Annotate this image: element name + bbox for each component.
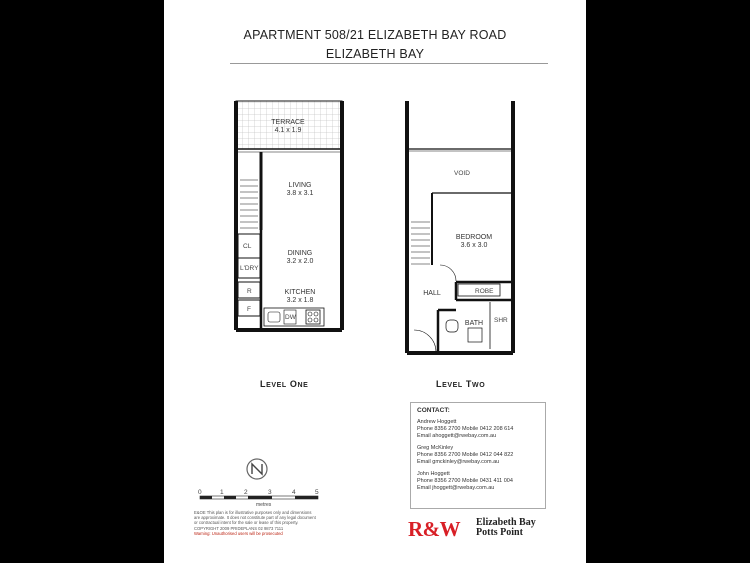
contact-name: John Hoggett [417, 471, 450, 477]
contact-person [417, 445, 539, 466]
contact-person [417, 419, 539, 440]
scale-tick-3: 3 [268, 489, 272, 496]
scale-tick-1: 1 [220, 489, 224, 496]
living-size: 3.8 x 3.1 [286, 190, 314, 197]
contact-email[interactable]: Email ahoggett@rwebay.com.au [417, 433, 497, 439]
plan-title-address: APARTMENT 508/21 ELIZABETH BAY ROAD [243, 28, 507, 42]
disclaimer-text [194, 510, 324, 536]
hall-label: HALL [423, 290, 441, 297]
terrace-label: TERRACE [271, 119, 305, 126]
living-label: LIVING [288, 182, 312, 189]
level-two-plan [407, 101, 513, 353]
floor-plan-sheet [164, 0, 586, 563]
agency-brand [408, 515, 550, 541]
north-arrow-icon [247, 459, 267, 479]
dishwasher-label: DW [285, 314, 296, 321]
office-line-1: Elizabeth Bay [476, 517, 536, 528]
level-two-heading: LEVEL TWO [436, 379, 486, 389]
void-label: VOID [454, 170, 470, 177]
contact-phone: Phone 8356 2700 Mobile 0412 208 614 [417, 426, 514, 432]
plan-title-suburb: ELIZABETH BAY [325, 47, 425, 61]
dining-label: DINING [287, 250, 313, 257]
contact-email[interactable]: Email jhoggett@rwebay.com.au [417, 485, 495, 491]
office-line-2: Potts Point [476, 527, 523, 538]
scale-tick-2: 2 [244, 489, 248, 496]
dining-size: 3.2 x 2.0 [286, 258, 314, 265]
fridge-label: R [247, 288, 252, 295]
kitchen-size: 3.2 x 1.8 [286, 297, 314, 304]
scale-bar [198, 489, 319, 499]
contact-name: Andrew Hoggett [417, 419, 457, 425]
f-label: F [247, 306, 251, 313]
disclaimer-line: are approximate. It does not constitute part of any legal document [194, 515, 316, 521]
level-one-stairs [240, 180, 258, 228]
contact-heading: CONTACT: [417, 407, 450, 414]
warning-line: Warning: Unauthorised users will be prosecuted [194, 530, 283, 536]
bedroom-label: BEDROOM [455, 234, 493, 241]
contact-phone: Phone 8356 2700 Mobile 0412 044 822 [417, 452, 514, 458]
contact-email[interactable]: Email gmckinley@rwebay.com.au [417, 459, 500, 465]
rw-logo: R&W [408, 517, 461, 541]
level-one-heading: LEVEL ONE [260, 379, 309, 389]
robe-label: ROBE [475, 288, 494, 295]
disclaimer-line: or contractual intent for the sale or lease of this property. [194, 520, 299, 526]
scale-unit: metres [256, 502, 272, 508]
contact-box [410, 402, 546, 509]
scale-tick-4: 4 [292, 489, 296, 496]
shower-label: SHR [494, 317, 508, 324]
laundry-label: L'DRY [240, 265, 259, 272]
office-name [476, 518, 536, 538]
scale-tick-0: 0 [198, 489, 202, 496]
terrace-size: 4.1 x 1.9 [274, 127, 302, 134]
level-two-stairs [411, 222, 430, 264]
contact-phone: Phone 8356 2700 Mobile 0431 411 004 [417, 478, 513, 484]
cl-label: CL [243, 243, 252, 250]
copyright-line: COPYRIGHT 2009 PRIDEPLANS 02 9873 7111 [194, 525, 284, 531]
bath-label: BATH [464, 320, 484, 327]
bedroom-size: 3.6 x 3.0 [460, 242, 488, 249]
contact-person [417, 471, 539, 492]
scale-tick-5: 5 [315, 489, 319, 496]
disclaimer-line: E&OE This plan is for illustrative purposes only and dimensions [194, 510, 312, 515]
contact-name: Greg McKinley [417, 445, 454, 451]
kitchen-label: KITCHEN [284, 289, 316, 296]
